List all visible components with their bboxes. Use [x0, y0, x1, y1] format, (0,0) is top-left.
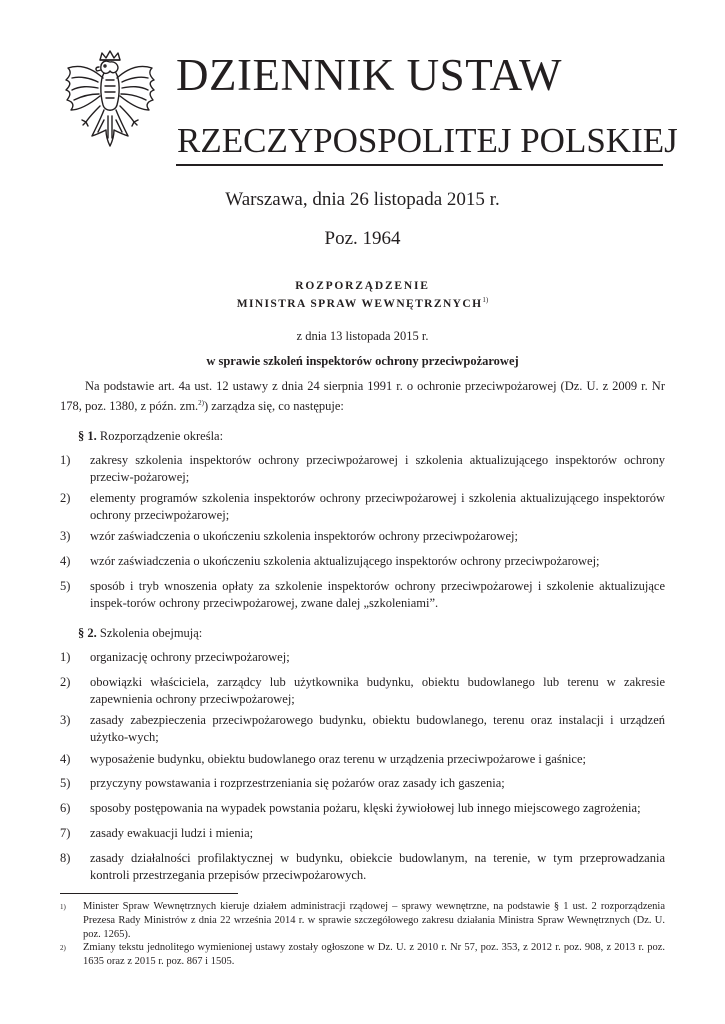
item-text: wzór zaświadczenia o ukończeniu szkolenia inspektorów ochrony przeciwpożarowej;	[90, 529, 518, 543]
item-text: przyczyny powstawania i rozprzestrzeniania się pożarów oraz zasady ich gaszenia;	[90, 776, 505, 790]
footnote	[60, 941, 665, 969]
item-number: 2)	[60, 675, 71, 689]
header-divider	[176, 164, 663, 166]
list-item	[60, 825, 665, 842]
list-item	[60, 850, 665, 883]
footnote-number: 2)	[60, 944, 66, 952]
section-text: Rozporządzenie określa:	[99, 429, 224, 443]
polish-eagle-emblem-icon	[62, 50, 158, 160]
footnote-divider	[60, 893, 238, 894]
item-number: 4)	[60, 752, 71, 766]
item-text: sposoby postępowania na wypadek powstania pożaru, klęski żywiołowej lub innego miejscowego zagrożenia;	[90, 801, 641, 815]
item-number: 1)	[60, 650, 71, 664]
position-number: Poz. 1964	[324, 228, 401, 249]
list-item	[60, 800, 665, 817]
list-item	[60, 775, 665, 792]
list-item	[60, 578, 665, 611]
item-number: 3)	[60, 713, 71, 727]
section-1-heading	[78, 429, 223, 444]
footnote	[60, 900, 665, 942]
item-text: wyposażenie budynku, obiektu budowlanego oraz terenu w urządzenia przeciwpożarowe i gaśnice;	[90, 752, 586, 766]
intro-text-before: Na podstawie art. 4a ust. 12 ustawy z dnia 24 sierpnia 1991 r. o ochronie przeciwpożarowej (Dz. U. z 2009 r. Nr 178, poz. 1380, z późn. zm.	[60, 379, 665, 413]
list-item	[60, 751, 665, 768]
act-date: z dnia 13 listopada 2015 r.	[296, 329, 429, 343]
section-label: § 1.	[78, 429, 97, 443]
item-text: sposób i tryb wnoszenia opłaty za szkolenie inspektorów ochrony przeciwpożarowej i szkolenie aktualizujące inspek-torów ochrony przeciwpożarowej, zwane dalej „szkoleniami”.	[90, 579, 665, 610]
list-item	[60, 553, 665, 570]
footnote-text: Zmiany tekstu jednolitego wymienionej ustawy zostały ogłoszone w Dz. U. z 2010 r. Nr 57, poz. 353, z 2012 r. poz. 908, z 2013 r. poz. 1635 oraz z 2015 r. poz. 867 i 1505.	[83, 942, 665, 967]
list-item	[60, 674, 665, 707]
item-text: zasady działalności profilaktycznej w budynku, obiekcie budowlanym, na terenie, w tym przeprowadzania kontroli przestrzegania przepisów przeciwpożarowych.	[90, 851, 665, 882]
section-2-heading	[78, 626, 202, 641]
item-number: 5)	[60, 579, 71, 593]
act-issuer	[60, 296, 665, 310]
intro-text-after: ) zarządza się, co następuje:	[204, 398, 344, 413]
item-text: zasady zabezpieczenia przeciwpożarowego budynku, obiektu budowlanego, terenu oraz instalacji i urządzeń użytko-wych;	[90, 713, 665, 744]
item-number: 8)	[60, 851, 71, 865]
list-item	[60, 712, 665, 745]
footnote-ref: 1)	[482, 296, 489, 304]
list-item	[60, 490, 665, 523]
journal-title: DZIENNIK USTAW	[176, 50, 562, 100]
list-item	[60, 452, 665, 485]
intro-paragraph	[60, 378, 665, 414]
item-text: organizację ochrony przeciwpożarowej;	[90, 650, 290, 664]
act-type: ROZPORZĄDZENIE	[295, 280, 430, 292]
item-number: 1)	[60, 453, 71, 467]
item-text: elementy programów szkolenia inspektorów ochrony przeciwpożarowej i szkolenia aktualizującego inspektorów ochrony przeciwpożarowej;	[90, 491, 665, 522]
section-label: § 2.	[78, 626, 97, 640]
item-number: 3)	[60, 529, 71, 543]
item-number: 2)	[60, 491, 71, 505]
journal-subtitle: RZECZYPOSPOLITEJ POLSKIEJ	[177, 121, 678, 160]
list-item	[60, 649, 665, 666]
section-text: Szkolenia obejmują:	[99, 626, 203, 640]
publication-date: Warszawa, dnia 26 listopada 2015 r.	[225, 189, 500, 210]
footnote-ref: 2)	[198, 398, 205, 407]
item-text: wzór zaświadczenia o ukończeniu szkolenia aktualizującego inspektorów ochrony przeciwpożarowej;	[90, 554, 600, 568]
footnote-text: Minister Spraw Wewnętrznych kieruje działem administracji rządowej – sprawy wewnętrzne, na podstawie § 1 ust. 2 rozporządzenia Prezesa Rady Ministrów z dnia 22 września 2014 r. w sprawie szczegółowego zakresu działania Ministra Spraw Wewnętrznych (Dz. U. poz. 1265).	[83, 901, 665, 940]
item-text: zakresy szkolenia inspektorów ochrony przeciwpożarowej i szkolenia aktualizującego inspektorów ochrony przeciw-pożarowej;	[90, 453, 665, 484]
act-subject: w sprawie szkoleń inspektorów ochrony przeciwpożarowej	[206, 354, 519, 368]
item-number: 6)	[60, 801, 71, 815]
item-number: 4)	[60, 554, 71, 568]
item-number: 7)	[60, 826, 71, 840]
item-number: 5)	[60, 776, 71, 790]
issuer-name: MINISTRA SPRAW WEWNĘTRZNYCH	[236, 297, 483, 310]
item-text: zasady ewakuacji ludzi i mienia;	[90, 826, 254, 840]
list-item	[60, 528, 665, 545]
footnote-number: 1)	[60, 903, 66, 911]
item-text: obowiązki właściciela, zarządcy lub użytkownika budynku, obiektu budowlanego lub terenu w zakresie zapewnienia ochrony przeciwpożarowej;	[90, 675, 665, 706]
